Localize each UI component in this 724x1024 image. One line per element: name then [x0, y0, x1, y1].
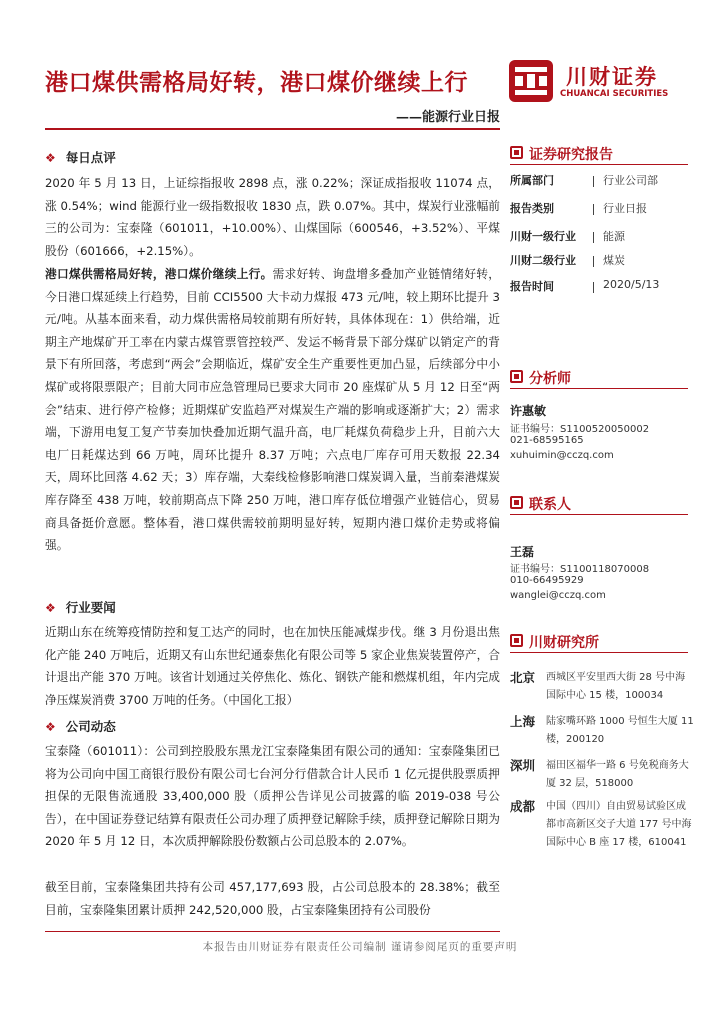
sidebar-heading-institute: 川财研究所: [510, 632, 599, 652]
contact-phone: 010-66495929: [510, 575, 584, 586]
section-heading-daily-review: ❖ 每日点评: [45, 150, 116, 165]
sidebar-divider: [510, 164, 688, 165]
sidebar-divider: [510, 514, 688, 515]
daily-review-paragraph-2: [45, 263, 500, 557]
office-address-beijing: 西城区平安里西大街 28 号中海国际中心 15 楼，100034: [546, 672, 686, 701]
diamond-bullet-icon: ❖: [45, 720, 56, 734]
office-address-chengdu: 中国（四川）自由贸易试验区成都市高新区交子大道 177 号中海国际中心 B 座 17 楼，610041: [546, 801, 692, 848]
industry-news-paragraph: 近期山东在统筹疫情防控和复工达产的同时，也在加快压能减煤步伐。继 3 月份退出焦化产能 240 万吨后，近期又有山东世纪通泰焦化有限公司等 5 家企业焦炭装置停产，合计退出产能 370 万吨。该省计划通过关停焦化、炼化、钢铁产能和燃煤机组，年内完成净压煤炭消费 3700 万吨的任务。（中国化工报）: [45, 625, 500, 707]
section-heading-company-news: ❖ 公司动态: [45, 719, 116, 734]
sidebar-divider: [510, 652, 688, 653]
info-row-report-type: 报告类别 行业日报: [510, 202, 647, 215]
header-divider: [45, 128, 500, 130]
info-row-level2-industry: 川财二级行业 煤炭: [510, 254, 625, 267]
report-subtitle: ——能源行业日报: [395, 110, 500, 125]
office-city-beijing: 北京: [510, 670, 536, 685]
contact-email: wanglei@cczq.com: [510, 590, 606, 601]
daily-review-body: 需求好转、询盘增多叠加产业链情绪好转，今日港口煤延续上行趋势，目前 CCI5500 大卡动力煤报 473 元/吨，较上期环比提升 3 元/吨。从基本面来看，动力煤供需格局较前期有所好转，具体体现在：1）供给端，近期主产地煤矿开工率在内蒙古煤管票管控较严、发运不畅背景下部分煤矿以销定产的背景下有所回落，考虑到“两会”会期临近，煤矿安全生产重要性更加凸显，后续部分中小煤矿或将限票限产；目前大同市应急管理局已要求大同市 20 座煤矿从 5 月 12 日至“两会”结束、进行停产检修；近期煤矿安监趋严对煤炭生产端的影响或逐渐扩大；2）需求端，下游用电复工复产节奏加快叠加近期气温升高，电厂耗煤负荷稳步上升，目前六大电厂日耗煤达到 66 万吨，周环比提升 8.37 万吨；六点电厂库存可用天数报 22.34 天，周环比回落 4.62 天；3）库存端，大秦线检修影响港口煤炭调入量，当前秦港煤炭库存降至 438 万吨，较前期高点下降 250 万吨，港口库存低位增强产业链信心，贸易商具备挺价意愿。整体看，港口煤供需较前期明显好转，短期内港口煤价走势或将偏强。: [45, 267, 500, 553]
analyst-name: 许惠敏: [510, 404, 547, 418]
logo-chinese-name: 川财证券: [566, 65, 658, 89]
sidebar-heading-report: 证券研究报告: [510, 144, 613, 164]
office-city-chengdu: 成都: [510, 799, 536, 814]
info-row-report-date: 报告时间 2020/5/13: [510, 278, 660, 293]
analyst-cert: 证书编号：S1100520050002: [510, 424, 650, 435]
diamond-bullet-icon: ❖: [45, 601, 56, 615]
analyst-email: xuhuimin@cczq.com: [510, 450, 614, 461]
info-row-level1-industry: 川财一级行业 能源: [510, 230, 625, 243]
sidebar-heading-contact: 联系人: [510, 494, 571, 514]
logo-english-name: CHUANCAI SECURITIES: [560, 89, 669, 99]
square-bullet-icon: [510, 146, 523, 159]
diamond-bullet-icon: ❖: [45, 151, 56, 165]
office-city-shenzhen: 深圳: [510, 758, 536, 773]
sidebar-heading-analyst: 分析师: [510, 368, 571, 388]
office-city-shanghai: 上海: [510, 714, 536, 729]
square-bullet-icon: [510, 370, 523, 383]
office-address-shanghai: 陆家嘴环路 1000 号恒生大厦 11 楼，200120: [546, 716, 694, 745]
footer-disclaimer: 本报告由川财证券有限责任公司编制 谨请参阅尾页的重要声明: [202, 941, 518, 953]
chuancai-logo-icon: [508, 59, 554, 103]
square-bullet-icon: [510, 496, 523, 509]
office-address-shenzhen: 福田区福华一路 6 号免税商务大厦 32 层，518000: [546, 760, 689, 789]
contact-name: 王磊: [510, 545, 535, 559]
analyst-phone: 021-68595165: [510, 435, 584, 446]
report-title: 港口煤供需格局好转，港口煤价继续上行: [45, 69, 468, 96]
info-row-department: 所属部门 行业公司部: [510, 174, 658, 187]
footer-divider: [45, 931, 500, 932]
company-news-paragraph-1: 宝泰隆（601011）：公司到控股股东黑龙江宝泰隆集团有限公司的通知：宝泰隆集团已将为公司向中国工商银行股份有限公司七台河分行借款合计人民币 1 亿元提供股票质押担保的无限售流通股 33,400,000 股（质押公告详见公司披露的临 2019-038 号公告），在中国证券登记结算有限责任公司办理了质押登记解除手续，质押登记解除日期为 2020 年 5 月 12 日，本次质押解除股份数额占公司总股本的 2.07%。: [45, 744, 500, 849]
daily-review-paragraph-1: 2020 年 5 月 13 日，上证综指报收 2898 点，涨 0.22%；深证成指报收 11074 点，涨 0.54%；wind 能源行业一级指数报收 1830 点，跌 0.07%。其中，煤炭行业涨幅前三的公司为：宝泰隆（601011，+10.00%）、山煤国际（600546，+3.52%）、平煤股份（601666，+2.15%）。: [45, 176, 500, 258]
sidebar-divider: [510, 388, 688, 389]
square-bullet-icon: [510, 634, 523, 647]
company-logo: [508, 59, 688, 103]
contact-cert: 证书编号：S1100118070008: [510, 564, 650, 575]
company-news-paragraph-2: 截至目前，宝泰隆集团共持有公司 457,177,693 股，占公司总股本的 28.38%；截至目前，宝泰隆集团累计质押 242,520,000 股，占宝泰隆集团持有公司股份: [45, 880, 500, 917]
daily-review-lead: 港口煤供需格局好转，港口煤价继续上行。: [45, 267, 273, 281]
section-heading-industry-news: ❖ 行业要闻: [45, 600, 116, 615]
